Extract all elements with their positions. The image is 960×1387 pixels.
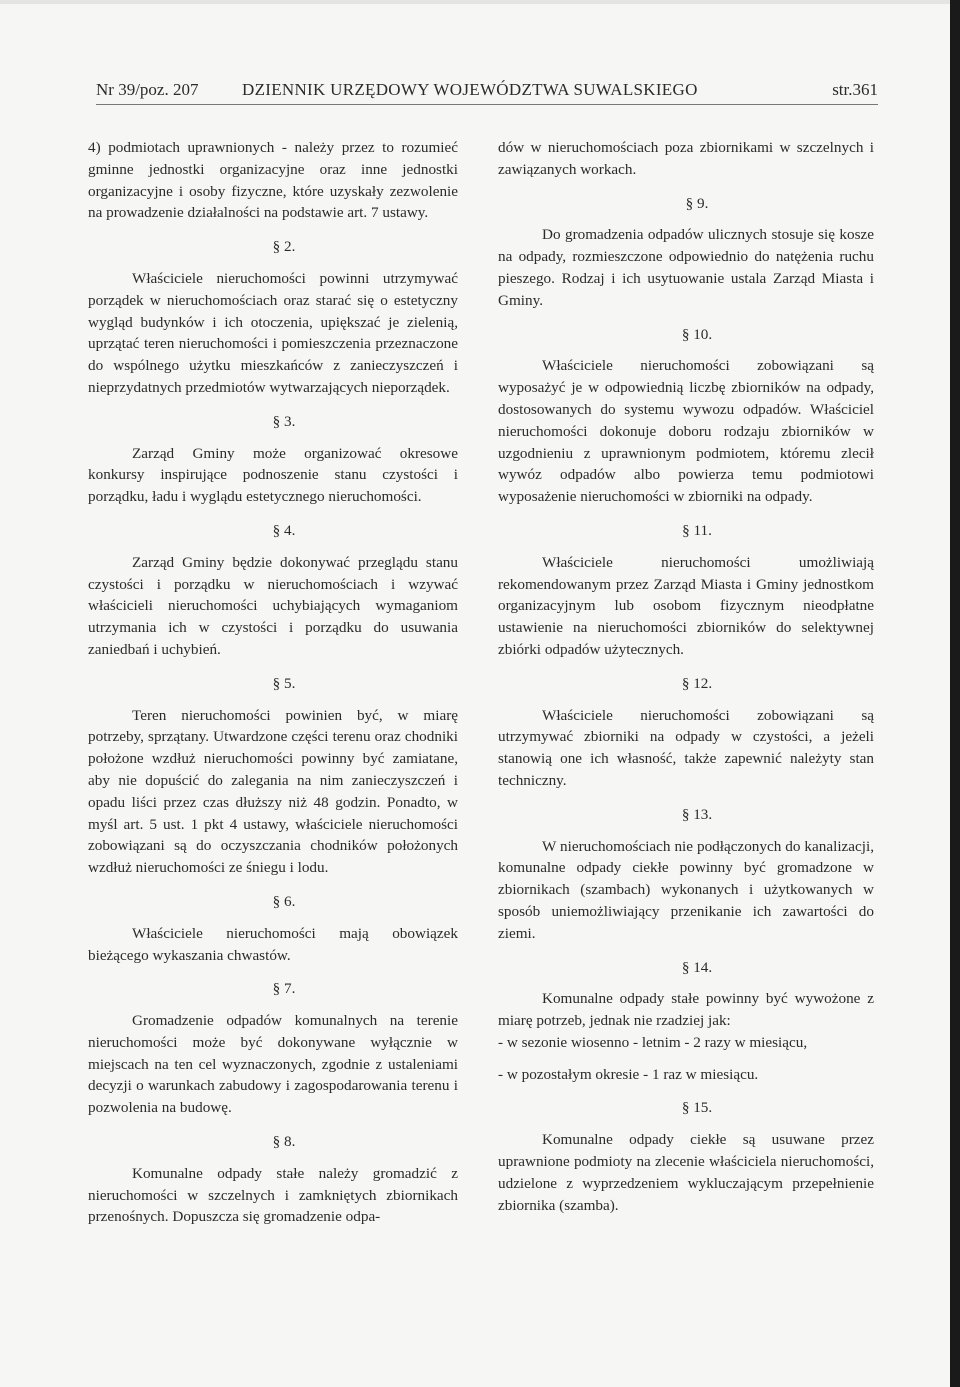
section-8-text: Komunalne odpady stałe należy gromadzić z nieruchomości w szczelnych i zamkniętych zbiornikach przenośnych. Dopuszcza się gromadzenie odpa- (88, 1164, 458, 1226)
section-13-text: W nieruchomościach nie podłączonych do kanalizacji, komunalne odpady ciekłe powinny być gromadzone w zbiornikach (szambach) wykonanych i użytkowanych w sposób uniemożliwiający przenikanie ich zawartości do ziemi. (498, 837, 874, 942)
section-2-text: Właściciele nieruchomości powinni utrzymywać porządek w nieruchomościach oraz starać się o estetyczny wygląd budynków i ich otoczenia, upiększać je zielenią, uprzątać teren nieruchomości i pomieszczenia przeznaczone do wspólnego użytku mieszkańców z zanieczyszczeń i nieprzydatnych przedmiotów wytwarzających nieporządek. (88, 269, 458, 396)
section-9-text: Do gromadzenia odpadów ulicznych stosuje się kosze na odpady, rozmieszczone odpowiednio do natężenia ruchu pieszego. Rodzaj i ich usytuowanie ustala Zarząd Miasta i Gminy. (498, 226, 874, 309)
scan-right-edge (950, 0, 960, 1387)
section-11-text: Właściciele nieruchomości umożliwiają rekomendowanym przez Zarząd Miasta i Gminy jednostkom organizacyjnym lub osobom fizycznym nieodpłatne ustawienie na nieruchomości zbiorników do selektywnej zbiórki odpadów użytecznych. (498, 553, 874, 658)
scan-top-edge (0, 0, 960, 4)
section-15-title: § 15. (681, 1099, 713, 1117)
section-9-title: § 9. (685, 194, 709, 212)
section-10-title: § 10. (681, 325, 713, 343)
page-number: str.361 (832, 80, 878, 99)
right-column (498, 137, 874, 1216)
section-4-title: § 4. (272, 521, 296, 539)
header-rule (96, 104, 878, 105)
section-7-title: § 7. (272, 980, 296, 998)
section-14-item-1: - w sezonie wiosenno - letnim - 2 razy w miesiącu, (498, 1033, 808, 1051)
section-2-title: § 2. (272, 238, 296, 256)
section-5-text: Teren nieruchomości powinien być, w miarę potrzeby, sprzątany. Utwardzone części terenu oraz chodniki położone wzdłuż nieruchomości powinny być zamiatane, aby nie dopuścić do zalegania na nim zanieczyszczeń i opadu liści przez czas dłuższy niż 48 godzin. Ponadto, w myśl art. 5 ust. 1 pkt 4 ustawy, właściciele nieruchomości zobowiązani są do oczyszczania chodników położonych wzdłuż nieruchomości ze śniegu i lodu. (88, 706, 458, 877)
left-column (88, 137, 458, 1228)
section-12-title: § 12. (681, 674, 713, 692)
section-8-continuation: dów w nieruchomościach poza zbiornikami w szczelnych i zawiązanych workach. (498, 139, 874, 178)
section-14-item-2: - w pozostałym okresie - 1 raz w miesiącu. (498, 1065, 759, 1083)
section-3-text: Zarząd Gminy może organizować okresowe konkursy inspirujące podnoszenie stanu czystości i porządku, ładu i wyglądu estetycznego nieruchomości. (88, 444, 458, 506)
page-header (96, 80, 878, 104)
section-11-title: § 11. (682, 521, 712, 539)
section-5-title: § 5. (272, 674, 296, 692)
section-15-text: Komunalne odpady ciekłe są usuwane przez uprawnione podmioty na zlecenie właściciela nieruchomości, udzielone z wyprzedzeniem wykluczającym przepełnienie zbiornika (szamba). (498, 1131, 874, 1214)
issue-number: Nr 39/poz. 207 (96, 80, 199, 99)
definition-item-4: 4) podmiotach uprawnionych - należy przez to rozumieć gminne jednostki organizacyjne oraz inne jednostki organizacyjne i osoby fizyczne, które uzyskały zezwolenie na prowadzenie działalności na podstawie art. 7 ustawy. (88, 139, 458, 222)
section-14-text: Komunalne odpady stałe powinny być wywożone z miarę potrzeb, jednak nie rzadziej jak: (498, 990, 874, 1030)
section-6-text: Właściciele nieruchomości mają obowiązek bieżącego wykaszania chwastów. (88, 924, 458, 964)
section-12-text: Właściciele nieruchomości zobowiązani są utrzymywać zbiorniki na odpady w czystości, a jeżeli stanowią one ich własność, także zapewnić należyty stan techniczny. (498, 706, 874, 789)
section-6-title: § 6. (272, 892, 296, 910)
section-3-title: § 3. (272, 412, 296, 430)
section-8-title: § 8. (272, 1133, 296, 1151)
section-4-text: Zarząd Gminy będzie dokonywać przeglądu stanu czystości i porządku w nieruchomościach i wzywać właścicieli nieruchomości uchybiających wymaganiom utrzymania ich w czystości i porządku do usuwania zaniedbań i uchybień. (88, 553, 458, 658)
section-10-text: Właściciele nieruchomości zobowiązani są wyposażyć je w odpowiednią liczbę zbiorników na odpady, dostosowanych do systemu wywozu odpadów. Właściciel nieruchomości dokonuje doboru rodzaju zbiorników w uzgodnieniu z uprawnionym podmiotem, któremu zlecił wywóz odpadów albo powierza temu podmiotowi wyposażenie nieruchomości w zbiorniki na odpady. (498, 357, 874, 506)
journal-title: DZIENNIK URZĘDOWY WOJEWÓDZTWA SUWALSKIEGO (242, 80, 698, 99)
section-7-text: Gromadzenie odpadów komunalnych na terenie nieruchomości może być dokonywane wyłącznie w miejscach na ten cel wyznaczonych, zgodnie z ustaleniami decyzji o warunkach zabudowy i zagospodarowania terenu i pozwolenia na budowę. (88, 1012, 458, 1117)
section-13-title: § 13. (681, 805, 713, 823)
section-14-title: § 14. (681, 958, 713, 976)
